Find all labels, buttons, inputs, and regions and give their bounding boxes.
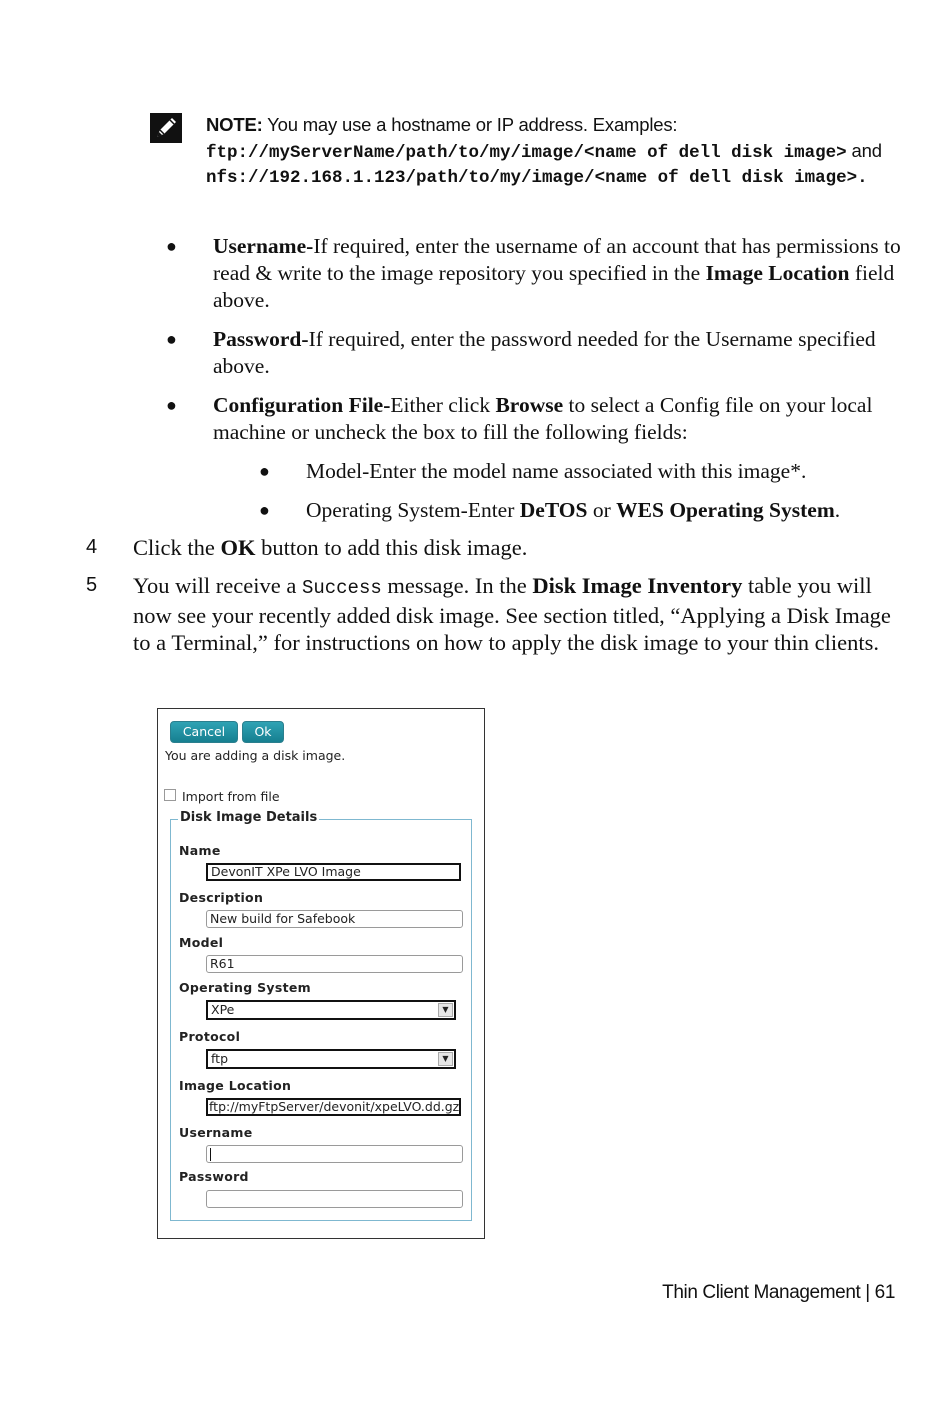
operating-system-select[interactable] [206, 1000, 456, 1020]
note-and: and [846, 139, 882, 161]
operating-system-value: XPe [211, 1002, 235, 1017]
bullet-ref: Browse [495, 393, 564, 417]
bullet-dot-icon: ● [166, 236, 177, 256]
step-text-end: button to add this disk image. [255, 535, 528, 560]
bullet-term: Password- [213, 327, 309, 351]
bullet-dot-icon: ● [166, 395, 177, 415]
step-5 [86, 572, 903, 656]
step-number: 5 [86, 574, 98, 596]
page-footer: Thin Client Management | 61 [662, 1282, 895, 1303]
note-label: NOTE: [206, 114, 263, 135]
chevron-down-icon[interactable]: ▼ [438, 1003, 453, 1017]
step-mono: Success [301, 577, 382, 599]
model-label: Model [179, 935, 224, 950]
protocol-label: Protocol [179, 1029, 241, 1044]
ok-button[interactable]: Ok [242, 721, 284, 743]
bullet-ref: Image Location [705, 261, 850, 285]
bullet-dot-icon: ● [166, 329, 177, 349]
bullet-text: Either click [390, 393, 496, 417]
password-input[interactable] [206, 1190, 463, 1208]
chevron-down-icon[interactable]: ▼ [438, 1052, 453, 1066]
protocol-select[interactable] [206, 1049, 456, 1069]
bullet-text-end: field above. [213, 261, 895, 312]
sub-bullet-option-1: DeTOS [519, 498, 588, 522]
bullet-term: Username- [213, 234, 314, 258]
sub-bullet-os [259, 497, 906, 524]
import-from-file-checkbox[interactable] [164, 789, 176, 801]
cancel-button[interactable]: Cancel [170, 721, 238, 743]
bullet-term: Configuration File- [213, 393, 391, 417]
import-from-file-label: Import from file [182, 789, 280, 804]
step-text: You will receive a [133, 573, 302, 598]
bullet-dot-icon: ● [259, 500, 270, 520]
bullet-dot-icon: ● [259, 461, 270, 481]
sub-bullet-text: Operating System-Enter [306, 498, 520, 522]
image-location-label: Image Location [179, 1078, 292, 1093]
bullet-config [166, 392, 903, 446]
operating-system-label: Operating System [179, 980, 311, 995]
step-text: Click the [133, 535, 221, 560]
password-label: Password [179, 1169, 249, 1184]
username-input[interactable] [206, 1145, 463, 1163]
name-input[interactable]: DevonIT XPe LVO Image [206, 863, 461, 881]
description-label: Description [179, 890, 264, 905]
step-number: 4 [86, 536, 98, 558]
name-label: Name [179, 843, 221, 858]
image-location-input[interactable]: ftp://myFtpServer/devonit/xpeLVO.dd.gz [206, 1098, 461, 1116]
note-text [206, 113, 896, 191]
sub-bullet-text: Model-Enter the model name associated with this image*. [306, 459, 807, 483]
disk-image-details-legend: Disk Image Details [180, 810, 318, 825]
step-4 [86, 534, 903, 561]
step-bold: OK [220, 535, 256, 560]
sub-bullet-end: . [834, 498, 841, 522]
sub-bullet-model [259, 458, 906, 485]
bullet-text-end: to select a Config file on your local machine or uncheck the box to fill the following fields: [213, 393, 873, 444]
step-text-mid: message. In the [381, 573, 533, 598]
note-example-nfs: nfs://192.168.1.123/path/to/my/image/<name of dell disk image>. [206, 168, 868, 188]
model-input[interactable]: R61 [206, 955, 463, 973]
step-text-end: table you will now see your recently added disk image. See section titled, “Applying a Disk Image to a Terminal,” for instructions on how to apply the disk image to your thin clients. [133, 573, 891, 655]
step-bold: Disk Image Inventory [532, 573, 743, 598]
bullet-username [166, 233, 903, 314]
status-message: You are adding a disk image. [165, 748, 346, 763]
pencil-note-icon [150, 113, 182, 143]
bullet-text: If required, enter the password needed for the Username specified above. [213, 327, 876, 378]
bullet-text: If required, enter the username of an account that has permissions to read & write to the image repository you specified in the [213, 234, 901, 285]
bullet-password [166, 326, 903, 380]
note-example-ftp: ftp://myServerName/path/to/my/image/<name of dell disk image> [206, 142, 847, 163]
add-disk-image-screenshot [157, 708, 485, 1239]
text-cursor [210, 1148, 211, 1161]
note-intro: You may use a hostname or IP address. Examples: [262, 114, 678, 135]
sub-bullet-option-2: WES Operating System [616, 498, 835, 522]
description-input[interactable]: New build for Safebook [206, 910, 463, 928]
protocol-value: ftp [211, 1051, 229, 1066]
username-label: Username [179, 1125, 253, 1140]
sub-bullet-or: or [587, 498, 617, 522]
